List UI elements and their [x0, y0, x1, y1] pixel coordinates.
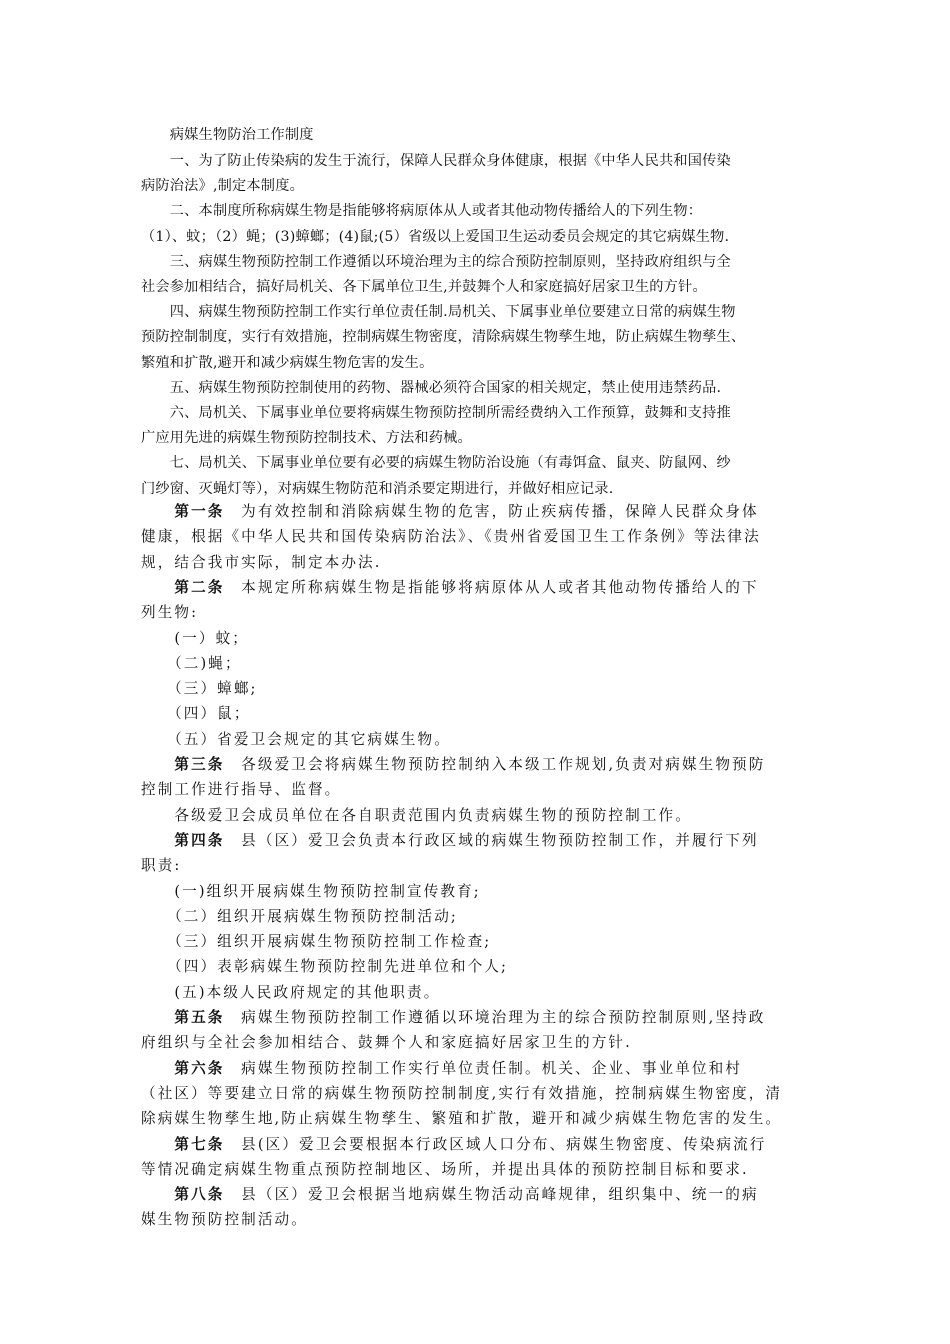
article-number: 第七条 — [141, 1135, 225, 1153]
article-line — [141, 906, 458, 928]
article-first-line — [141, 501, 759, 523]
article-line — [141, 628, 249, 650]
article-text: 本规定所称病媒生物是指能够将病原体从人或者其他动物传播给人的下 — [224, 578, 759, 596]
article-text: (一)组织开展病媒生物预防控制宣传教育; — [141, 882, 481, 900]
article-text: 职责: — [141, 857, 182, 875]
article-text: （四）鼠； — [141, 705, 251, 723]
article-line — [141, 931, 491, 953]
part1-line: 三、病媒生物预防控制工作遵循以环境治理为主的综合预防控制原则，坚持政府组织与全 — [141, 253, 731, 270]
article-first-line — [141, 830, 759, 852]
part1-line: 二、本制度所称病媒生物是指能够将病原体从人或者其他动物传播给人的下列生物： — [141, 203, 703, 220]
article-number: 第三条 — [141, 756, 225, 773]
article-text: （四）表彰病媒生物预防控制先进单位和个人; — [141, 958, 508, 976]
part1-line: 门纱窗、灭蝇灯等），对病媒生物防范和消杀要定期进行，并做好相应记录. — [141, 480, 614, 497]
part1-line: 七、局机关、下属事业单位要有必要的病媒生物防治设施（有毒饵盒、鼠夹、防鼠网、纱 — [141, 455, 731, 472]
article-text: （二)蝇； — [141, 654, 242, 672]
article-first-line — [141, 1007, 765, 1029]
article-line — [141, 602, 198, 624]
article-line — [141, 956, 508, 978]
article-first-line — [141, 1058, 742, 1080]
part1-line: 社会参加相结合，搞好局机关、各下属单位卫生,并鼓舞个人和家庭搞好居家卫生的方针。 — [141, 279, 707, 295]
part1-line: 一、为了防止传染病的发生于流行，保障人民群众身体健康，根据《中华人民共和国传染 — [141, 153, 731, 169]
article-first-line — [141, 1134, 766, 1156]
article-number: 第二条 — [141, 578, 225, 596]
part1-line: （1）、蚊；（2）蝇；(3)蟑螂；(4)鼠;(5）省级以上爱国卫生运动委员会规定的其它病媒生物. — [141, 228, 730, 245]
article-text: 病媒生物预防控制工作遵循以环境治理为主的综合预防控制原则,坚持政 — [224, 1009, 766, 1026]
article-text: 媒生物预防控制活动。 — [141, 1211, 308, 1229]
article-text: 府组织与全社会参加相结合、鼓舞个人和家庭搞好居家卫生的方针. — [141, 1034, 632, 1052]
article-number: 第四条 — [141, 831, 225, 849]
article-text: 控制工作进行指导、监督。 — [141, 781, 342, 799]
part1-line: 病防治法》,制定本制度。 — [141, 178, 304, 195]
article-line — [141, 653, 242, 675]
article-line — [141, 703, 251, 725]
article-line — [141, 855, 181, 877]
article-text: （三）蟑螂; — [141, 680, 258, 698]
article-line — [141, 1032, 632, 1054]
article-text: （社区）等要建立日常的病媒生物预防控制制度,实行有效措施，控制病媒生物密度，清 — [141, 1084, 783, 1102]
article-first-line — [141, 754, 765, 776]
article-text: 规，结合我市实际，制定本办法. — [141, 553, 382, 571]
article-line — [141, 1209, 308, 1231]
article-text: 为有效控制和消除病媒生物的危害，防止疾病传播，保障人民群众身体 — [224, 503, 759, 520]
article-text: （三）组织开展病媒生物预防控制工作检查; — [141, 933, 492, 951]
article-line — [141, 678, 258, 700]
article-first-line — [141, 1184, 759, 1206]
article-line — [141, 779, 341, 801]
article-text: 除病媒生物孳生地,防止病媒生物孳生、繁殖和扩散，避开和减少病媒生物危害的发生。 — [141, 1110, 783, 1128]
article-text: 列生物: — [141, 604, 199, 622]
part1-line: 预防控制制度，实行有效措施，控制病媒生物密度，清除病媒生物孳生地，防止病媒生物孳生、 — [141, 329, 746, 346]
part1-line: 广应用先进的病媒生物预防控制技术、方法和药械。 — [141, 430, 472, 447]
part1-line: 六、局机关、下属事业单位要将病媒生物预防控制所需经费纳入工作预算，鼓舞和支持推 — [141, 405, 731, 421]
article-text: 县（区）爱卫会负责本行政区域的病媒生物预防控制工作，并履行下列 — [224, 831, 759, 849]
article-number: 第八条 — [141, 1186, 225, 1204]
title-text: 病媒生物防治工作制度 — [169, 127, 314, 143]
article-line — [141, 729, 451, 751]
article-line — [141, 552, 381, 574]
article-number: 第一条 — [141, 503, 225, 520]
article-text: 等情况确定病媒生物重点预防控制地区、场所，并提出具体的预防控制目标和要求. — [141, 1160, 749, 1178]
document-title — [141, 124, 314, 146]
article-first-line — [141, 577, 759, 599]
article-line — [141, 1108, 782, 1130]
article-number: 第六条 — [141, 1059, 225, 1077]
article-text: 各级爱卫会成员单位在各自职责范围内负责病媒生物的预防控制工作。 — [141, 806, 692, 824]
article-text: 县（区）爱卫会根据当地病媒生物活动高峰规律，组织集中、统一的病 — [224, 1186, 759, 1204]
part1-line: 五、病媒生物预防控制使用的药物、器械必须符合国家的相关规定，禁止使用违禁药品. — [141, 379, 722, 396]
article-line — [141, 982, 440, 1004]
article-text: 健康，根据《中华人民共和国传染病防治法》、《贵州省爱国卫生工作条例》等法律法 — [141, 528, 761, 546]
article-text: （五）省爱卫会规定的其它病媒生物。 — [141, 730, 451, 748]
article-line — [141, 881, 481, 903]
article-text: (一）蚊； — [141, 629, 249, 647]
article-number: 第五条 — [141, 1009, 225, 1026]
article-text: （二）组织开展病媒生物预防控制活动; — [141, 907, 458, 925]
article-text: (五)本级人民政府规定的其他职责。 — [141, 983, 441, 1001]
article-line — [141, 526, 761, 548]
article-text: 各级爱卫会将病媒生物预防控制纳入本级工作规划,负责对病媒生物预防 — [224, 756, 766, 773]
article-text: 病媒生物预防控制工作实行单位责任制。机关、企业、事业单位和村 — [224, 1059, 742, 1077]
article-line — [141, 805, 692, 827]
part1-line: 四、病媒生物预防控制工作实行单位责任制.局机关、下属事业单位要建立日常的病媒生物 — [141, 304, 736, 321]
article-text: 县(区）爱卫会要根据本行政区域人口分布、病媒生物密度、传染病流行 — [224, 1135, 767, 1153]
article-line — [141, 1159, 749, 1181]
part1-line: 繁殖和扩散,避开和减少病媒生物危害的发生。 — [141, 354, 434, 371]
article-line — [141, 1083, 782, 1105]
